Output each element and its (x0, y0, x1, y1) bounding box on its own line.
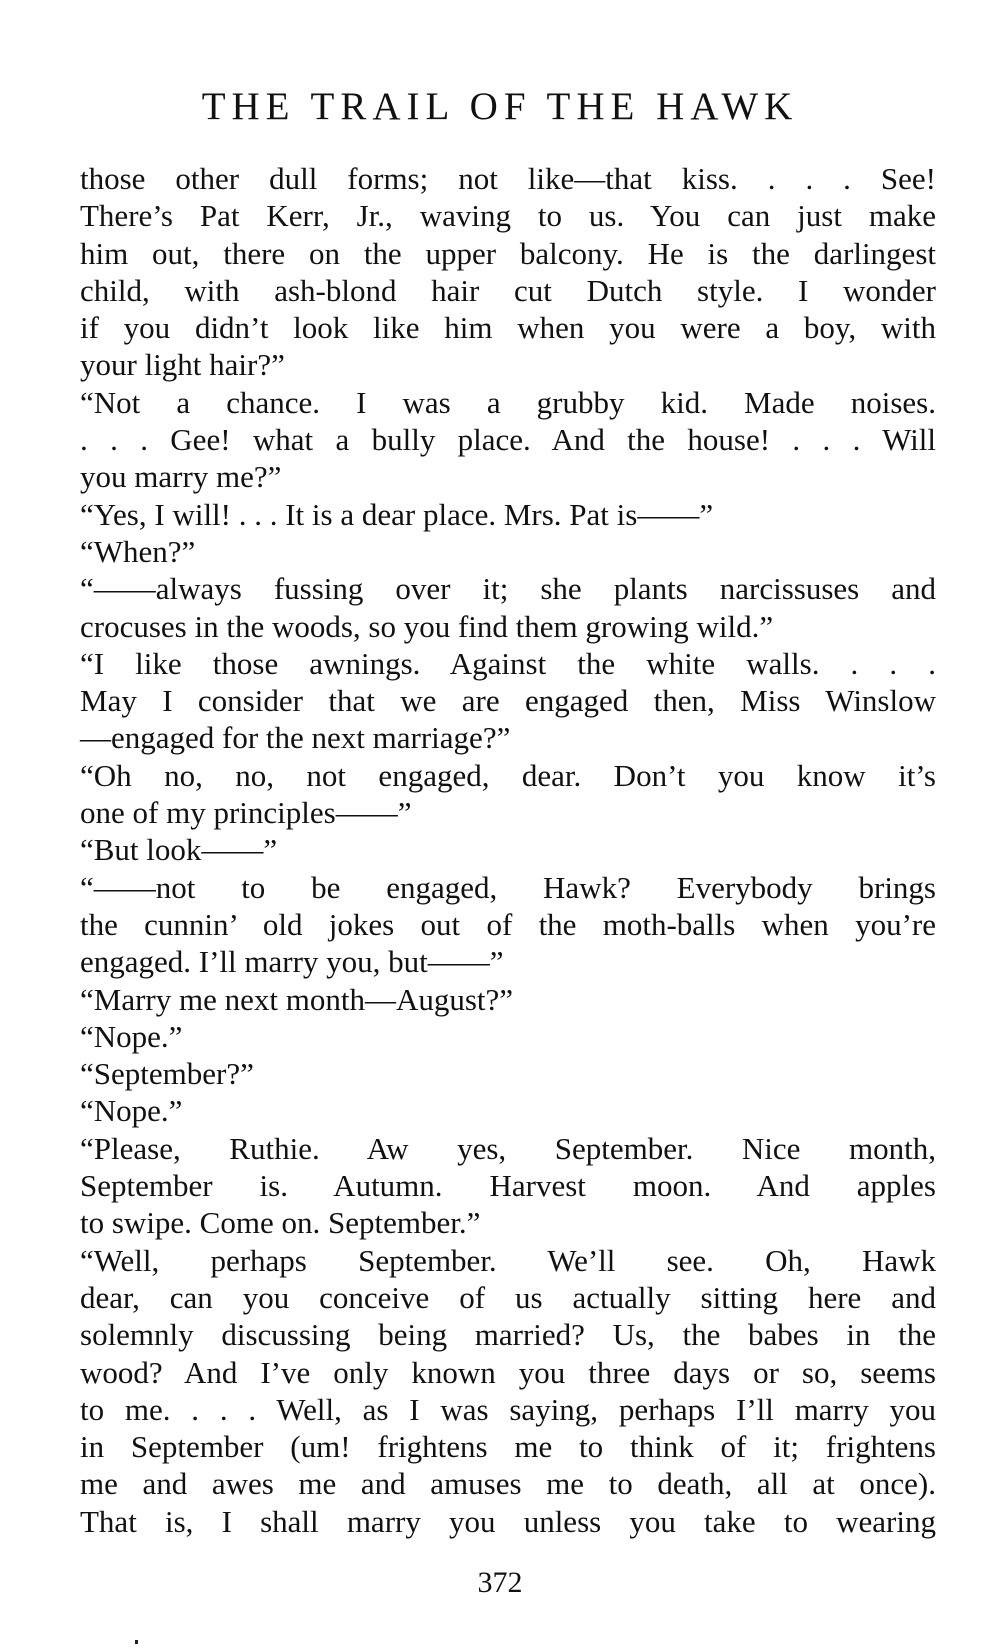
text-line: me and awes me and amuses me to death, all at once). (80, 1466, 936, 1502)
text-line: to me. . . . Well, as I was saying, perhaps I’ll marry you (80, 1391, 936, 1427)
text-line: child, with ash-blond hair cut Dutch style. I wonder (80, 272, 936, 308)
text-line: September is. Autumn. Harvest moon. And apples (80, 1168, 936, 1204)
print-speck (135, 1640, 138, 1644)
running-head: THE TRAIL OF THE HAWK (201, 85, 799, 128)
text-line: “Yes, I will! . . . It is a dear place. Mrs. Pat is——” (80, 496, 714, 532)
text-line: you marry me?” (80, 459, 282, 495)
text-line: dear, can you conceive of us actually sitting here and (80, 1279, 936, 1315)
text-line: —engaged for the next marriage?” (80, 720, 511, 756)
text-line: solemnly discussing being married? Us, the babes in the (80, 1317, 936, 1353)
text-line: “——always fussing over it; she plants narcissuses and (80, 571, 936, 607)
text-line: That is, I shall marry you unless you take to wearing (80, 1503, 936, 1539)
text-line: “Oh no, no, not engaged, dear. Don’t you know it’s (80, 757, 936, 793)
body-text (80, 160, 936, 1540)
text-line: “——not to be engaged, Hawk? Everybody brings (80, 869, 936, 905)
text-line: those other dull forms; not like—that kiss. . . . See! (80, 161, 936, 196)
text-line: your light hair?” (80, 347, 285, 383)
text-line: in September (um! frightens me to think of it; frightens (80, 1429, 936, 1465)
text-line: There’s Pat Kerr, Jr., waving to us. You can just make (80, 198, 936, 234)
text-line: “But look——” (80, 832, 278, 868)
text-line: “Marry me next month—August?” (80, 981, 514, 1017)
text-line: “Not a chance. I was a grubby kid. Made noises. (80, 384, 936, 420)
text-line: him out, there on the upper balcony. He is the darlingest (80, 235, 936, 271)
text-line: “Please, Ruthie. Aw yes, September. Nice month, (80, 1130, 936, 1166)
text-line: one of my principles——” (80, 795, 412, 831)
text-line: wood? And I’ve only known you three days or so, seems (80, 1354, 936, 1390)
text-line: the cunnin’ old jokes out of the moth-balls when you’re (80, 906, 936, 942)
text-line: “Well, perhaps September. We’ll see. Oh, Hawk (80, 1242, 936, 1278)
text-line: engaged. I’ll marry you, but——” (80, 944, 504, 980)
text-line: to swipe. Come on. September.” (80, 1205, 481, 1241)
text-line: “Nope.” (80, 1093, 183, 1129)
text-line: May I consider that we are engaged then, Miss Winslow (80, 683, 936, 719)
page-number: 372 (477, 1566, 523, 1599)
text-line: “When?” (80, 533, 196, 569)
text-line: “Nope.” (80, 1018, 183, 1054)
text-line: . . . Gee! what a bully place. And the house! . . . Will (80, 422, 936, 458)
text-line: “September?” (80, 1056, 254, 1092)
text-line: “I like those awnings. Against the white walls. . . . (80, 645, 936, 681)
text-line: if you didn’t look like him when you were a boy, with (80, 310, 936, 346)
text-line: crocuses in the woods, so you find them growing wild.” (80, 608, 774, 644)
